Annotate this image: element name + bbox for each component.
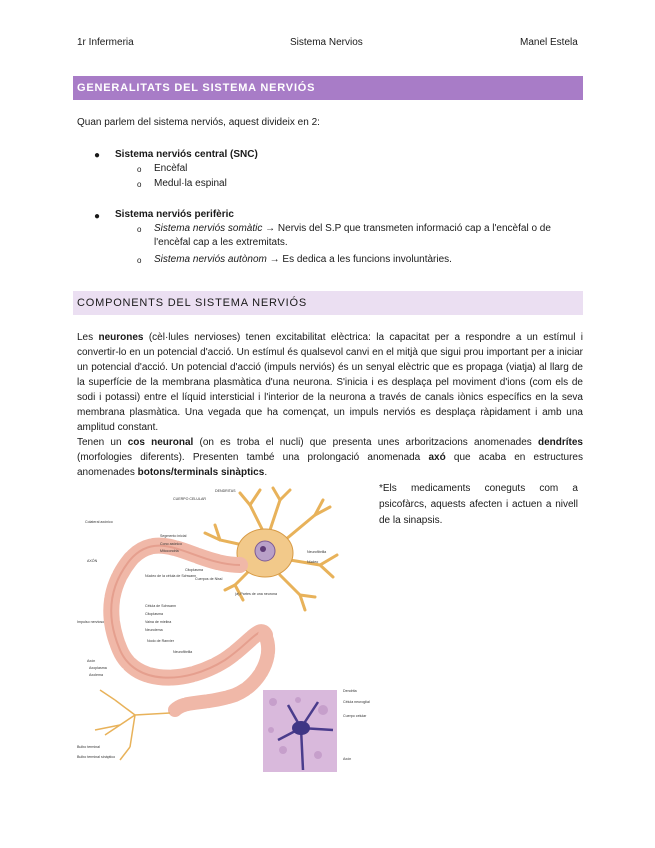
label-citoplasma: Citoplasma (185, 568, 203, 572)
note-psicofarcs: *Els medicaments coneguts com a psicofàrcs, aquests afecten i actuen a nivell de la sinapsis. (379, 483, 578, 526)
snp-title: Sistema nerviós perifèric (115, 209, 234, 220)
intro-text: Quan parlem del sistema nerviós, aquest divideix en 2: (77, 117, 320, 128)
label-axon2: Axón (87, 659, 96, 663)
axon-terminal (95, 690, 170, 760)
label-cono: Cono axónico (160, 542, 182, 546)
label-mitocondria: Mitocondria (160, 549, 179, 553)
label-cuerpo-celular: CUERPO CELULAR (173, 497, 206, 501)
label-dendrita: Dendrita (343, 689, 357, 693)
label-axoplasma: Axoplasma (89, 666, 107, 670)
circle-bullet-icon: o (137, 165, 142, 174)
paragraph-cos-neuronal: Tenen un cos neuronal (on es troba el nucli) que presenta unes arboritzacions anomenades dendrítes (morfologies diferents). Presenten també una prolongació anomenada axó que acaba en estructures anomenades botons/terminals sinàptics. (77, 437, 583, 478)
snp-autonomic: Sistema nerviós autònom → Es dedica a les funcions involuntàries. (154, 254, 452, 265)
snp-somatic-cont: l'encèfal cap a les extremitats. (154, 237, 288, 248)
label-celula-schwann: Célula de Schwann (145, 604, 176, 608)
label-colateral: Colateral axónico (85, 520, 113, 524)
label-axon3: Axón (343, 757, 352, 761)
paragraph-neurones: Les neurones (cèl·lules nervioses) tenen excitabilitat elèctrica: la capacitat per a respondre a un estímul i convertir-lo en un potencial d'acció. Un estímul és qualsevol canvi en el mitjà que sigui prou important per a iniciar un potencial d'acció. Un potencial d'acció (impuls nerviós) és un senyal elèctric que es propaga (viatja) al llarg de la superfície de la membrana plasmàtica d'una neurona. S'inicia i es desplaça pel moviment d'ions (com els de sodi i potassi) entre el líquid intersticial i l'interior de la neurona a través de canals iònics específics en la seva membrana plasmàtica. Una vegada que ha començat, un impuls nerviós es desplaça ràpidament i amb una amplitud constant. (77, 332, 584, 433)
nucleolus (260, 546, 266, 552)
header-author: Manel Estela (520, 37, 578, 48)
label-bulbo: Bulbo terminal (77, 745, 100, 749)
label-impulso: Impulso nervioso (77, 620, 105, 624)
label-dendritas: DENDRITAS (215, 489, 236, 493)
label-citoplasma2: Citoplasma (145, 612, 163, 616)
label-vaina: Vaina de mielina (145, 620, 172, 624)
section-heading-generalitats (73, 76, 583, 100)
label-partes: (a) Partes de una neurona (235, 592, 277, 596)
circle-bullet-icon: o (137, 256, 142, 265)
label-neuroglial: Célula neuroglial (343, 700, 370, 704)
section-title: GENERALITATS DEL SISTEMA NERVIÓS (77, 82, 316, 94)
circle-bullet-icon: o (137, 225, 142, 234)
snc-item: Medul·la espinal (154, 178, 227, 189)
label-nucleo-schwann: Núcleo de la célula de Schwann (145, 574, 197, 578)
label-neurofibrilla: Neurofibrilla (307, 550, 327, 554)
circle-bullet-icon: o (137, 180, 142, 189)
label-cuerpo-celular-micro: Cuerpo celular (343, 714, 367, 718)
label-nodo: Nodo de Ranvier (147, 639, 174, 643)
label-segmento: Segmento inicial (160, 534, 187, 538)
label-axolema: Axolema (89, 673, 103, 677)
label-bulbo-sinaptico: Bulbo terminal sináptico (77, 755, 116, 759)
bullet-icon: ● (94, 211, 101, 222)
label-nucleo: Núcleo (307, 560, 319, 564)
label-nissl: Cuerpos de Nissl (195, 577, 223, 581)
myelinated-axon (111, 546, 265, 678)
label-neurolema: Neurolema (145, 628, 163, 632)
label-axon: AXÓN (87, 559, 98, 563)
snc-item: Encèfal (154, 163, 188, 174)
header-subject: Sistema Nervios (290, 37, 363, 48)
section-heading-components (73, 291, 583, 315)
bullet-icon: ● (94, 150, 101, 161)
neuron-micrograph (263, 690, 337, 772)
header-course: 1r Infermeria (77, 37, 134, 48)
snc-title: Sistema nerviós central (SNC) (115, 149, 258, 160)
label-neurofibrilla2: Neurofibrilla (173, 650, 193, 654)
section-title: COMPONENTS DEL SISTEMA NERVIÓS (77, 297, 307, 309)
snp-somatic: Sistema nerviós somàtic → Nervis del S.P que transmeten informació cap a l'encèfal o de (154, 223, 551, 234)
